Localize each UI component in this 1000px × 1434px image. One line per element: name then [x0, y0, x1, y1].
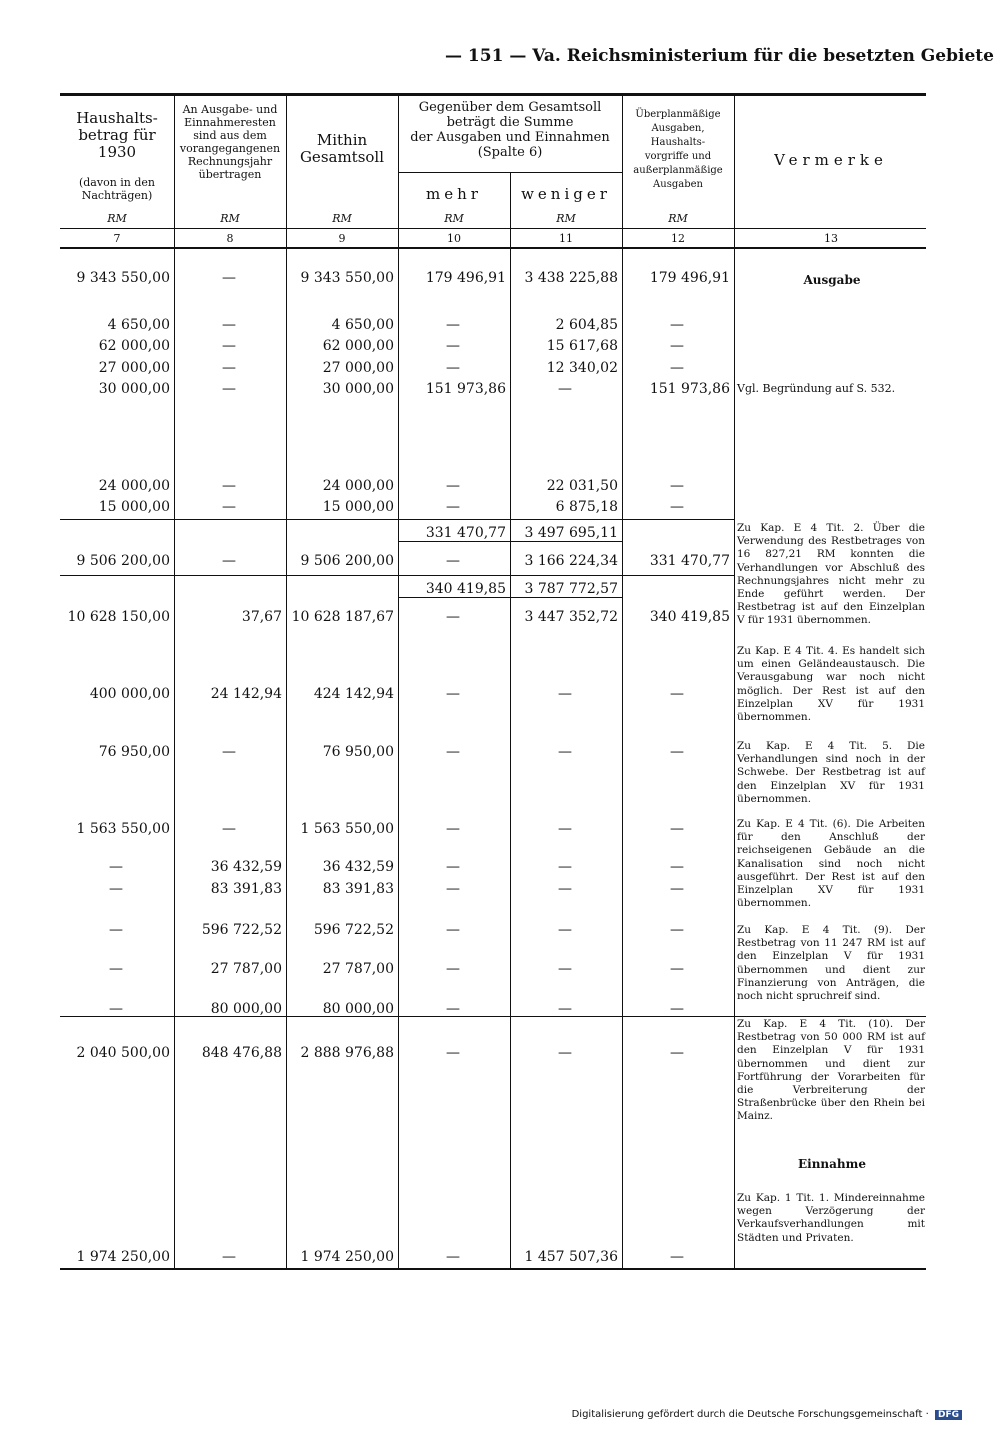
table-cell: — [558, 1001, 572, 1017]
table-cell: 80 000,00 [210, 1001, 282, 1017]
table-cell: 9 506 200,00 [300, 553, 394, 569]
table-cell: — [222, 821, 236, 837]
unit-label: RM [668, 212, 688, 225]
col7-header: Haushalts- betrag für 1930 [76, 109, 158, 161]
table-cell: — [222, 360, 236, 376]
remark: Zu Kap. E 4 Tit. (9). Der Restbetrag von 11 247 RM ist auf den Einzelplan V für 1931 übernommen und dient zur Finanzierung von Anträgen, die noch nicht spruchreif sind. [737, 924, 925, 1003]
table-cell: — [670, 338, 684, 354]
table-cell: — [446, 499, 460, 515]
table-cell: 331 470,77 [425, 525, 506, 541]
col-number: 9 [338, 232, 346, 245]
table-cell: 76 950,00 [322, 744, 394, 760]
vline [734, 95, 735, 1270]
table-cell: 15 000,00 [322, 499, 394, 515]
table-cell: 3 166 224,34 [524, 553, 618, 569]
table-cell: 1 457 507,36 [524, 1249, 618, 1265]
table-cell: 62 000,00 [322, 338, 394, 354]
col10-header: mehr [426, 185, 482, 203]
table-cell: 80 000,00 [322, 1001, 394, 1017]
dfg-logo: DFG [935, 1410, 962, 1420]
table-cell: 15 000,00 [98, 499, 170, 515]
table-cell: 9 506 200,00 [76, 553, 170, 569]
table-cell: — [670, 881, 684, 897]
table-cell: — [446, 553, 460, 569]
table-cell: — [446, 821, 460, 837]
table-cell: — [446, 1249, 460, 1265]
table-cell: — [558, 961, 572, 977]
table-cell: 24 142,94 [210, 686, 282, 702]
table-cell: 151 973,86 [425, 381, 506, 397]
table-cell: — [558, 881, 572, 897]
unit-label: RM [556, 212, 576, 225]
table-cell: — [670, 961, 684, 977]
table-cell: — [558, 381, 572, 397]
page-header: — 151 — Va. Reichsministerium für die besetzten Gebiete [445, 46, 994, 66]
table-cell: 4 650,00 [331, 317, 394, 333]
col-number: 10 [447, 232, 461, 245]
table-cell: 27 000,00 [322, 360, 394, 376]
table-cell: — [670, 317, 684, 333]
table-cell: — [670, 821, 684, 837]
table-cell: — [670, 499, 684, 515]
col7-subheader: (davon in den Nachträgen) [78, 176, 156, 202]
table-cell: — [109, 881, 123, 897]
table-cell: 83 391,83 [322, 881, 394, 897]
table-cell: 62 000,00 [98, 338, 170, 354]
vline [398, 95, 399, 1270]
remark: Zu Kap. E 4 Tit. 5. Die Verhandlungen sind noch in der Schwebe. Der Restbetrag ist auf den Einzelplan XV für 1931 übernommen. [737, 740, 925, 805]
table-cell: 596 722,52 [313, 922, 394, 938]
section-rule [60, 519, 734, 520]
remark: Zu Kap. E 4 Tit. (6). Die Arbeiten für den Anschluß der reichseigenen Gebäude an die Kanalisation sind noch nicht ausgeführt. Der Rest ist auf den Einzelplan XV für 1931 übernommen. [737, 818, 925, 910]
table-cell: 24 000,00 [322, 478, 394, 494]
table-cell: — [670, 744, 684, 760]
table-cell: — [670, 859, 684, 875]
table-cell: — [446, 317, 460, 333]
table-cell: — [446, 881, 460, 897]
table-cell: 6 875,18 [555, 499, 618, 515]
table-cell: — [109, 1001, 123, 1017]
remark: Zu Kap. E 4 Tit. 2. Über die Verwendung des Restbetrages von 16 827,21 RM konnten die Verhandlungen vor Abschluß des Rechnungsjahres nicht mehr zu Ende geführt werden. Der Restbetrag ist auf den Einzelplan V für 1931 übernommen. [737, 522, 925, 627]
table-cell: — [670, 686, 684, 702]
colnum-rule [60, 247, 926, 249]
remark: Vgl. Begründung auf S. 532. [737, 382, 896, 395]
table-cell: 3 438 225,88 [524, 270, 618, 286]
remark-heading: Einnahme [798, 1157, 866, 1171]
header-rule [60, 228, 926, 229]
table-cell: — [446, 859, 460, 875]
table-cell: — [446, 686, 460, 702]
table-cell: 340 419,85 [649, 609, 730, 625]
unit-label: RM [107, 212, 127, 225]
table-top-rule [60, 93, 926, 96]
table-cell: 400 000,00 [89, 686, 170, 702]
table-cell: — [446, 478, 460, 494]
table-cell: 24 000,00 [98, 478, 170, 494]
table-cell: 848 476,88 [201, 1045, 282, 1061]
table-cell: 27 787,00 [210, 961, 282, 977]
unit-label: RM [332, 212, 352, 225]
table-cell: — [446, 1045, 460, 1061]
table-cell: — [670, 1045, 684, 1061]
table-cell: — [222, 478, 236, 494]
table-cell: — [109, 859, 123, 875]
table-cell: — [446, 1001, 460, 1017]
table-cell: 331 470,77 [649, 553, 730, 569]
group-header: Gegenüber dem Gesamtsoll beträgt die Summe der Ausgaben und Einnahmen (Spalte 6) [410, 100, 610, 160]
table-cell: — [222, 270, 236, 286]
table-cell: 36 432,59 [210, 859, 282, 875]
table-cell: 3 497 695,11 [524, 525, 618, 541]
table-cell: — [446, 744, 460, 760]
table-cell: — [670, 360, 684, 376]
table-cell: — [222, 744, 236, 760]
table-cell: — [670, 478, 684, 494]
table-cell: — [446, 922, 460, 938]
remark-heading: Ausgabe [803, 273, 861, 287]
table-cell: 76 950,00 [98, 744, 170, 760]
table-cell: — [558, 821, 572, 837]
table-cell: 1 563 550,00 [76, 821, 170, 837]
remark: Zu Kap. E 4 Tit. 4. Es handelt sich um einen Geländeaustausch. Die Verausgabung war noch nicht möglich. Der Rest ist auf den Einzelplan XV für 1931 übernommen. [737, 645, 925, 724]
remark: Zu Kap. E 4 Tit. (10). Der Restbetrag von 50 000 RM ist auf den Einzelplan V für 1931 übernommen und dient zur Fortführung der Vorarbeiten für die Verbreiterung der Straßenbrücke über den Rhein bei Mainz. [737, 1018, 925, 1123]
table-cell: — [670, 1001, 684, 1017]
col11-header: weniger [521, 185, 611, 203]
col-number: 13 [824, 232, 838, 245]
table-cell: — [222, 553, 236, 569]
table-cell: — [558, 922, 572, 938]
table-cell: 22 031,50 [546, 478, 618, 494]
table-cell: 15 617,68 [546, 338, 618, 354]
table-cell: 424 142,94 [313, 686, 394, 702]
table-cell: 9 343 550,00 [300, 270, 394, 286]
table-cell: 30 000,00 [322, 381, 394, 397]
col8-header: An Ausgabe- und Einnahmeresten sind aus dem vorangegangenen Rechnungsjahr übertragen [179, 103, 281, 181]
col-number: 11 [559, 232, 573, 245]
table-cell: 10 628 150,00 [67, 609, 170, 625]
col-number: 12 [671, 232, 685, 245]
table-cell: — [446, 360, 460, 376]
col-number: 8 [226, 232, 234, 245]
table-cell: — [446, 961, 460, 977]
table-cell: — [222, 381, 236, 397]
unit-label: RM [220, 212, 240, 225]
table-cell: 179 496,91 [649, 270, 730, 286]
table-cell: 3 447 352,72 [524, 609, 618, 625]
table-cell: 340 419,85 [425, 581, 506, 597]
table-cell: 27 000,00 [98, 360, 170, 376]
table-cell: — [222, 499, 236, 515]
table-bottom-rule [60, 1268, 926, 1270]
table-cell: 30 000,00 [98, 381, 170, 397]
table-cell: 37,67 [241, 609, 282, 625]
table-cell: 1 974 250,00 [300, 1249, 394, 1265]
sum-rule [398, 541, 622, 542]
table-cell: 151 973,86 [649, 381, 730, 397]
table-cell: — [446, 338, 460, 354]
table-cell: — [109, 922, 123, 938]
table-cell: 12 340,02 [546, 360, 618, 376]
remark: Zu Kap. 1 Tit. 1. Mindereinnahme wegen Verzögerung der Verkaufsverhandlungen mit Städten und Privaten. [737, 1192, 925, 1244]
table-cell: — [222, 338, 236, 354]
table-cell: 1 974 250,00 [76, 1249, 170, 1265]
table-cell: 2 888 976,88 [300, 1045, 394, 1061]
table-cell: 36 432,59 [322, 859, 394, 875]
vline [286, 95, 287, 1270]
section-rule [60, 575, 734, 576]
table-cell: 10 628 187,67 [291, 609, 394, 625]
footer: Digitalisierung gefördert durch die Deutsche Forschungsgemeinschaft · DFG [572, 1409, 962, 1420]
table-cell: — [558, 859, 572, 875]
table-cell: 179 496,91 [425, 270, 506, 286]
page-number: 151 [467, 46, 504, 66]
table-cell: 1 563 550,00 [300, 821, 394, 837]
unit-label: RM [444, 212, 464, 225]
table-cell: 596 722,52 [201, 922, 282, 938]
sum-rule [398, 597, 622, 598]
table-cell: — [222, 1249, 236, 1265]
vline [510, 172, 511, 1270]
table-cell: — [109, 961, 123, 977]
table-cell: — [670, 1249, 684, 1265]
table-cell: 2 604,85 [555, 317, 618, 333]
table-cell: 9 343 550,00 [76, 270, 170, 286]
footer-text: Digitalisierung gefördert durch die Deutsche Forschungsgemeinschaft [571, 1409, 923, 1420]
table-cell: 3 787 772,57 [524, 581, 618, 597]
page-title: Va. Reichsministerium für die besetzten Gebiete [532, 46, 994, 66]
vline [622, 95, 623, 1270]
col12-header: Überplanmäßige Ausgaben, Haushalts- vorgriffe und außerplanmäßige Ausgaben [633, 109, 723, 190]
table-cell: — [558, 686, 572, 702]
vline [174, 95, 175, 1270]
table-cell: 2 040 500,00 [76, 1045, 170, 1061]
col9-header: Mithin Gesamtsoll [299, 131, 385, 166]
col-number: 7 [113, 232, 121, 245]
table-cell: — [558, 1045, 572, 1061]
table-cell: 4 650,00 [107, 317, 170, 333]
table-cell: 27 787,00 [322, 961, 394, 977]
table-cell: — [670, 922, 684, 938]
table-cell: — [222, 317, 236, 333]
col13-header: Vermerke [774, 151, 888, 169]
table-cell: — [558, 744, 572, 760]
table-cell: — [446, 609, 460, 625]
table-cell: 83 391,83 [210, 881, 282, 897]
